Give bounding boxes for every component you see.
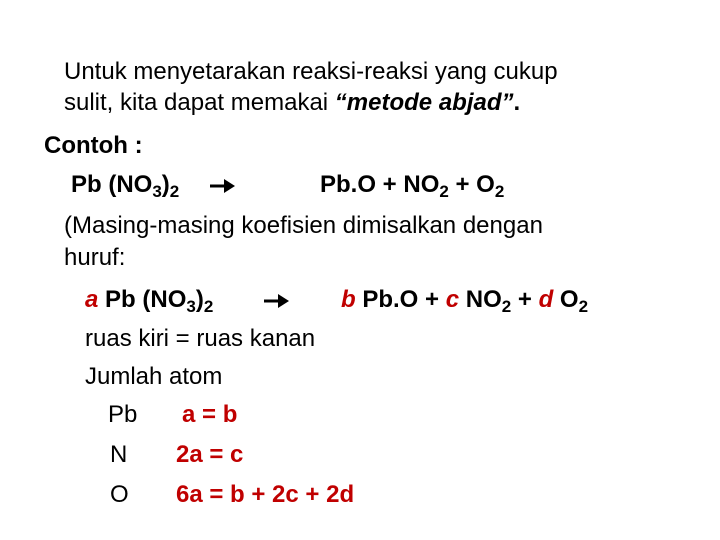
subscript: 2 [203, 297, 214, 316]
right-arrow-icon [262, 291, 290, 311]
subscript: 2 [501, 297, 512, 316]
intro-line-2 [64, 88, 520, 118]
product-formula-1: Pb.O + NO [320, 171, 440, 198]
reactant-close-paren: ) [195, 286, 204, 313]
reaction-2 [85, 285, 213, 315]
product-formula-1: Pb.O + [355, 286, 446, 313]
balance-note-text: ruas kiri = ruas kanan [85, 325, 316, 352]
atom-equation-o [176, 480, 354, 510]
atom-heading [85, 362, 222, 392]
subscript: 2 [439, 182, 449, 201]
subscript: 2 [169, 182, 180, 201]
atom-row-pb [108, 400, 137, 430]
coefficient-b: b [341, 286, 356, 313]
atom-equation-pb [182, 400, 237, 430]
example-label [44, 131, 143, 161]
explanation-text-2: huruf: [64, 244, 126, 271]
subscript: 2 [578, 297, 589, 316]
atom-element: O [110, 481, 129, 508]
intro-period: . [513, 89, 521, 116]
explanation-line-2 [64, 243, 125, 273]
subscript: 3 [152, 182, 162, 201]
atom-equation-n [176, 440, 243, 470]
reactant-formula: Pb (NO [98, 286, 187, 313]
atom-element: Pb [108, 401, 138, 428]
atom-equation: 6a = b + 2c + 2d [176, 481, 355, 508]
intro-text-1: Untuk menyetarakan reaksi-reaksi yang cukup [64, 58, 558, 85]
method-name: “metode abjad” [334, 89, 514, 116]
intro-text-2: sulit, kita dapat memakai [64, 89, 335, 116]
right-arrow-icon [208, 176, 236, 196]
subscript: 3 [186, 297, 196, 316]
reaction-1-products [320, 170, 504, 200]
coefficient-c: c [445, 286, 460, 313]
product-formula-3: O [553, 286, 579, 313]
coefficient-a: a [85, 286, 99, 313]
explanation-text-1: (Masing-masing koefisien dimisalkan dengan [64, 212, 543, 239]
reaction-1 [71, 170, 179, 200]
reactant-formula: Pb (NO [71, 171, 153, 198]
atom-heading-text: Jumlah atom [85, 363, 223, 390]
plus-sign: + [511, 286, 539, 313]
reactant-close-paren: ) [161, 171, 170, 198]
atom-equation: 2a = c [176, 441, 244, 468]
explanation-line-1 [64, 211, 543, 241]
intro-line-1 [64, 57, 558, 87]
example-label-text: Contoh : [44, 132, 143, 159]
atom-element: N [110, 441, 128, 468]
coefficient-d: d [538, 286, 554, 313]
atom-row-n [110, 440, 127, 470]
reaction-1-reactant [71, 171, 180, 201]
product-formula-2: NO [459, 286, 502, 313]
subscript: 2 [494, 182, 505, 201]
product-formula-2: + O [448, 171, 495, 198]
reaction-2-products [341, 285, 588, 315]
atom-row-o [110, 480, 129, 510]
atom-equation: a = b [182, 401, 238, 428]
balance-note [85, 324, 315, 354]
